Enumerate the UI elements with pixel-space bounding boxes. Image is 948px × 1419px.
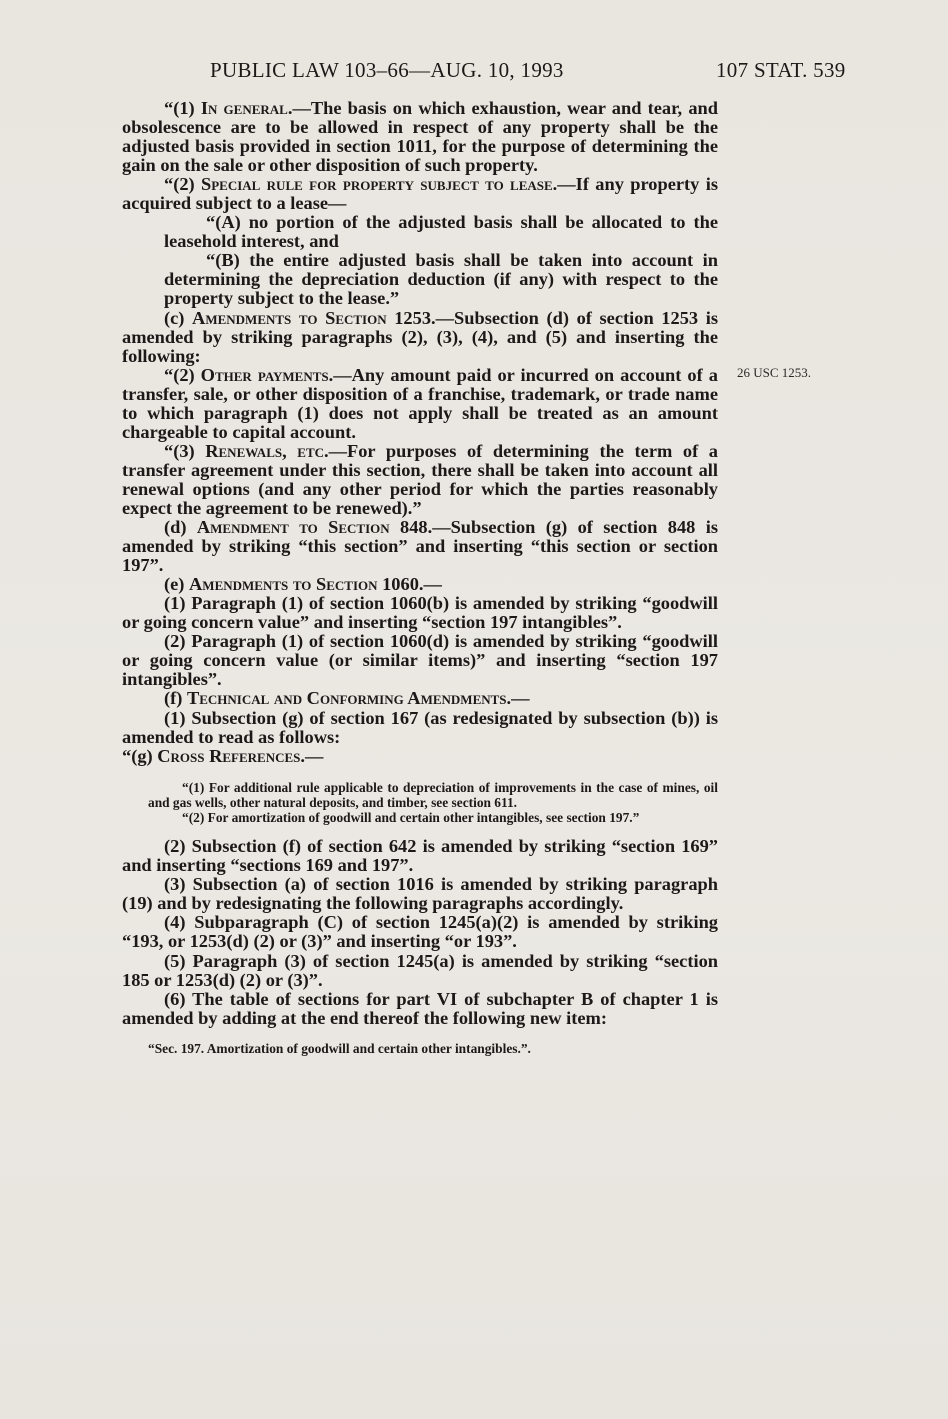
paragraph-heading: In general. (200, 98, 293, 118)
paragraph-f6: (6) The table of sections for part VI of subchapter B of chapter 1 is amended by adding at the end thereof the following new item: (122, 988, 718, 1028)
cross-reference-1: “(1) For additional rule applicable to depreciation of improvements in the case of mines, oil and gas wells, other natural deposits, and timber, see section 611. (148, 779, 718, 810)
paragraph-heading: Cross References. (157, 745, 305, 766)
paragraph-text: 1253.—Subsection (d) of section 1253 is amended by striking paragraphs (2), (3), (4), and (5) and inserting the following: (122, 307, 718, 366)
paragraph-heading: Technical and Conforming Amendments. (186, 688, 512, 709)
paragraph-e1: (1) Paragraph (1) of section 1060(b) is amended by striking “goodwill or going concern value” and inserting “section 197 intangibles”. (122, 593, 718, 633)
table-of-sections-item: “Sec. 197. Amortization of goodwill and certain other intangibles.”. (148, 1040, 531, 1056)
paragraph-lead: (c) (164, 307, 193, 328)
paragraph-heading: Amendments to Section (189, 574, 378, 595)
paragraph-text: —If any property is acquired subject to a lease— (122, 174, 718, 214)
subsection-c (122, 309, 718, 366)
paragraph-text: — (305, 745, 324, 766)
cross-reference-2: “(2) For amortization of goodwill and certain other intangibles, see section 197.” (182, 810, 640, 826)
paragraph-heading: Special rule for property subject to lease. (200, 174, 558, 195)
paragraph-lead: (f) (164, 688, 187, 709)
subsection-f (122, 689, 718, 708)
statute-body (122, 99, 718, 1056)
paragraph-lead: “(2) (164, 364, 201, 385)
paragraph-heading: Amendments to Section (192, 307, 387, 328)
paragraph-lead: “(2) (164, 174, 201, 195)
paragraph-text: 1060.— (377, 574, 442, 595)
subparagraph-b: “(B) the entire adjusted basis shall be taken into account in determining the depreciation deduction (if any) with respect to the property subject to the lease.” (164, 250, 718, 309)
paragraph-f2: (2) Subsection (f) of section 642 is amended by striking “section 169” and inserting “sections 169 and 197”. (122, 836, 718, 876)
paragraph-renewals (122, 442, 718, 518)
paragraph-heading: Renewals, etc. (205, 440, 329, 461)
paragraph-text: —For purposes of determining the term of a transfer agreement under this section, there shall be taken into account all renewal options (and any other period for which the parties reasonably expect the agreement to be renewed).” (122, 440, 718, 518)
subparagraph-a: “(A) no portion of the adjusted basis shall be allocated to the leasehold interest, and (164, 212, 718, 252)
running-head-page-number: 107 STAT. 539 (716, 58, 846, 82)
paragraph-heading: Other payments. (200, 364, 334, 385)
paragraph-f5: (5) Paragraph (3) of section 1245(a) is amended by striking “section 185 or 1253(d) (2) or (3)”. (122, 950, 718, 990)
running-head-title: PUBLIC LAW 103–66—AUG. 10, 1993 (210, 58, 564, 82)
subsection-e (122, 575, 718, 594)
margin-citation: 26 USC 1253. (737, 365, 812, 380)
paragraph-e2: (2) Paragraph (1) of section 1060(d) is amended by striking “goodwill or going concern value (or similar items)” and inserting “section 197 intangibles”. (122, 631, 718, 690)
paragraph-lead: “(g) (122, 745, 158, 766)
paragraph-text: —Any amount paid or incurred on account of a transfer, sale, or other disposition of a franchise, trademark, or trade name to which paragraph (1) does not apply shall be treated as an amount chargeable to capital account. (122, 364, 718, 442)
paragraph-lead: (d) (164, 517, 197, 538)
paragraph-f1: (1) Subsection (g) of section 167 (as redesignated by subsection (b)) is amended to read as follows: (122, 707, 718, 747)
paragraph-text: 848.—Subsection (g) of section 848 is amended by striking “this section” and inserting “this section or section 197”. (122, 517, 718, 576)
paragraph-in-general (122, 99, 718, 175)
paragraph-text: —The basis on which exhaustion, wear and tear, and obsolescence are to be allowed in respect of any property shall be the adjusted basis provided in section 1011, for the purpose of determining the gain on the sale or other disposition of such property. (122, 98, 718, 176)
paragraph-lead: “(3) (164, 440, 206, 461)
paragraph-text: — (511, 688, 530, 709)
subsection-d (122, 518, 718, 575)
paragraph-other-payments (122, 366, 718, 442)
cross-references-heading (122, 747, 718, 766)
paragraph-f4: (4) Subparagraph (C) of section 1245(a)(2) is amended by striking “193, or 1253(d) (2) or (3)” and inserting “or 193”. (122, 912, 718, 952)
paragraph-lead: “(1) (164, 98, 201, 118)
paragraph-f3: (3) Subsection (a) of section 1016 is amended by striking paragraph (19) and by redesignating the following paragraphs accordingly. (122, 874, 718, 914)
paragraph-heading: Amendment to Section (196, 517, 390, 538)
paragraph-lead: (e) (164, 574, 190, 595)
paragraph-special-rule (122, 175, 718, 213)
